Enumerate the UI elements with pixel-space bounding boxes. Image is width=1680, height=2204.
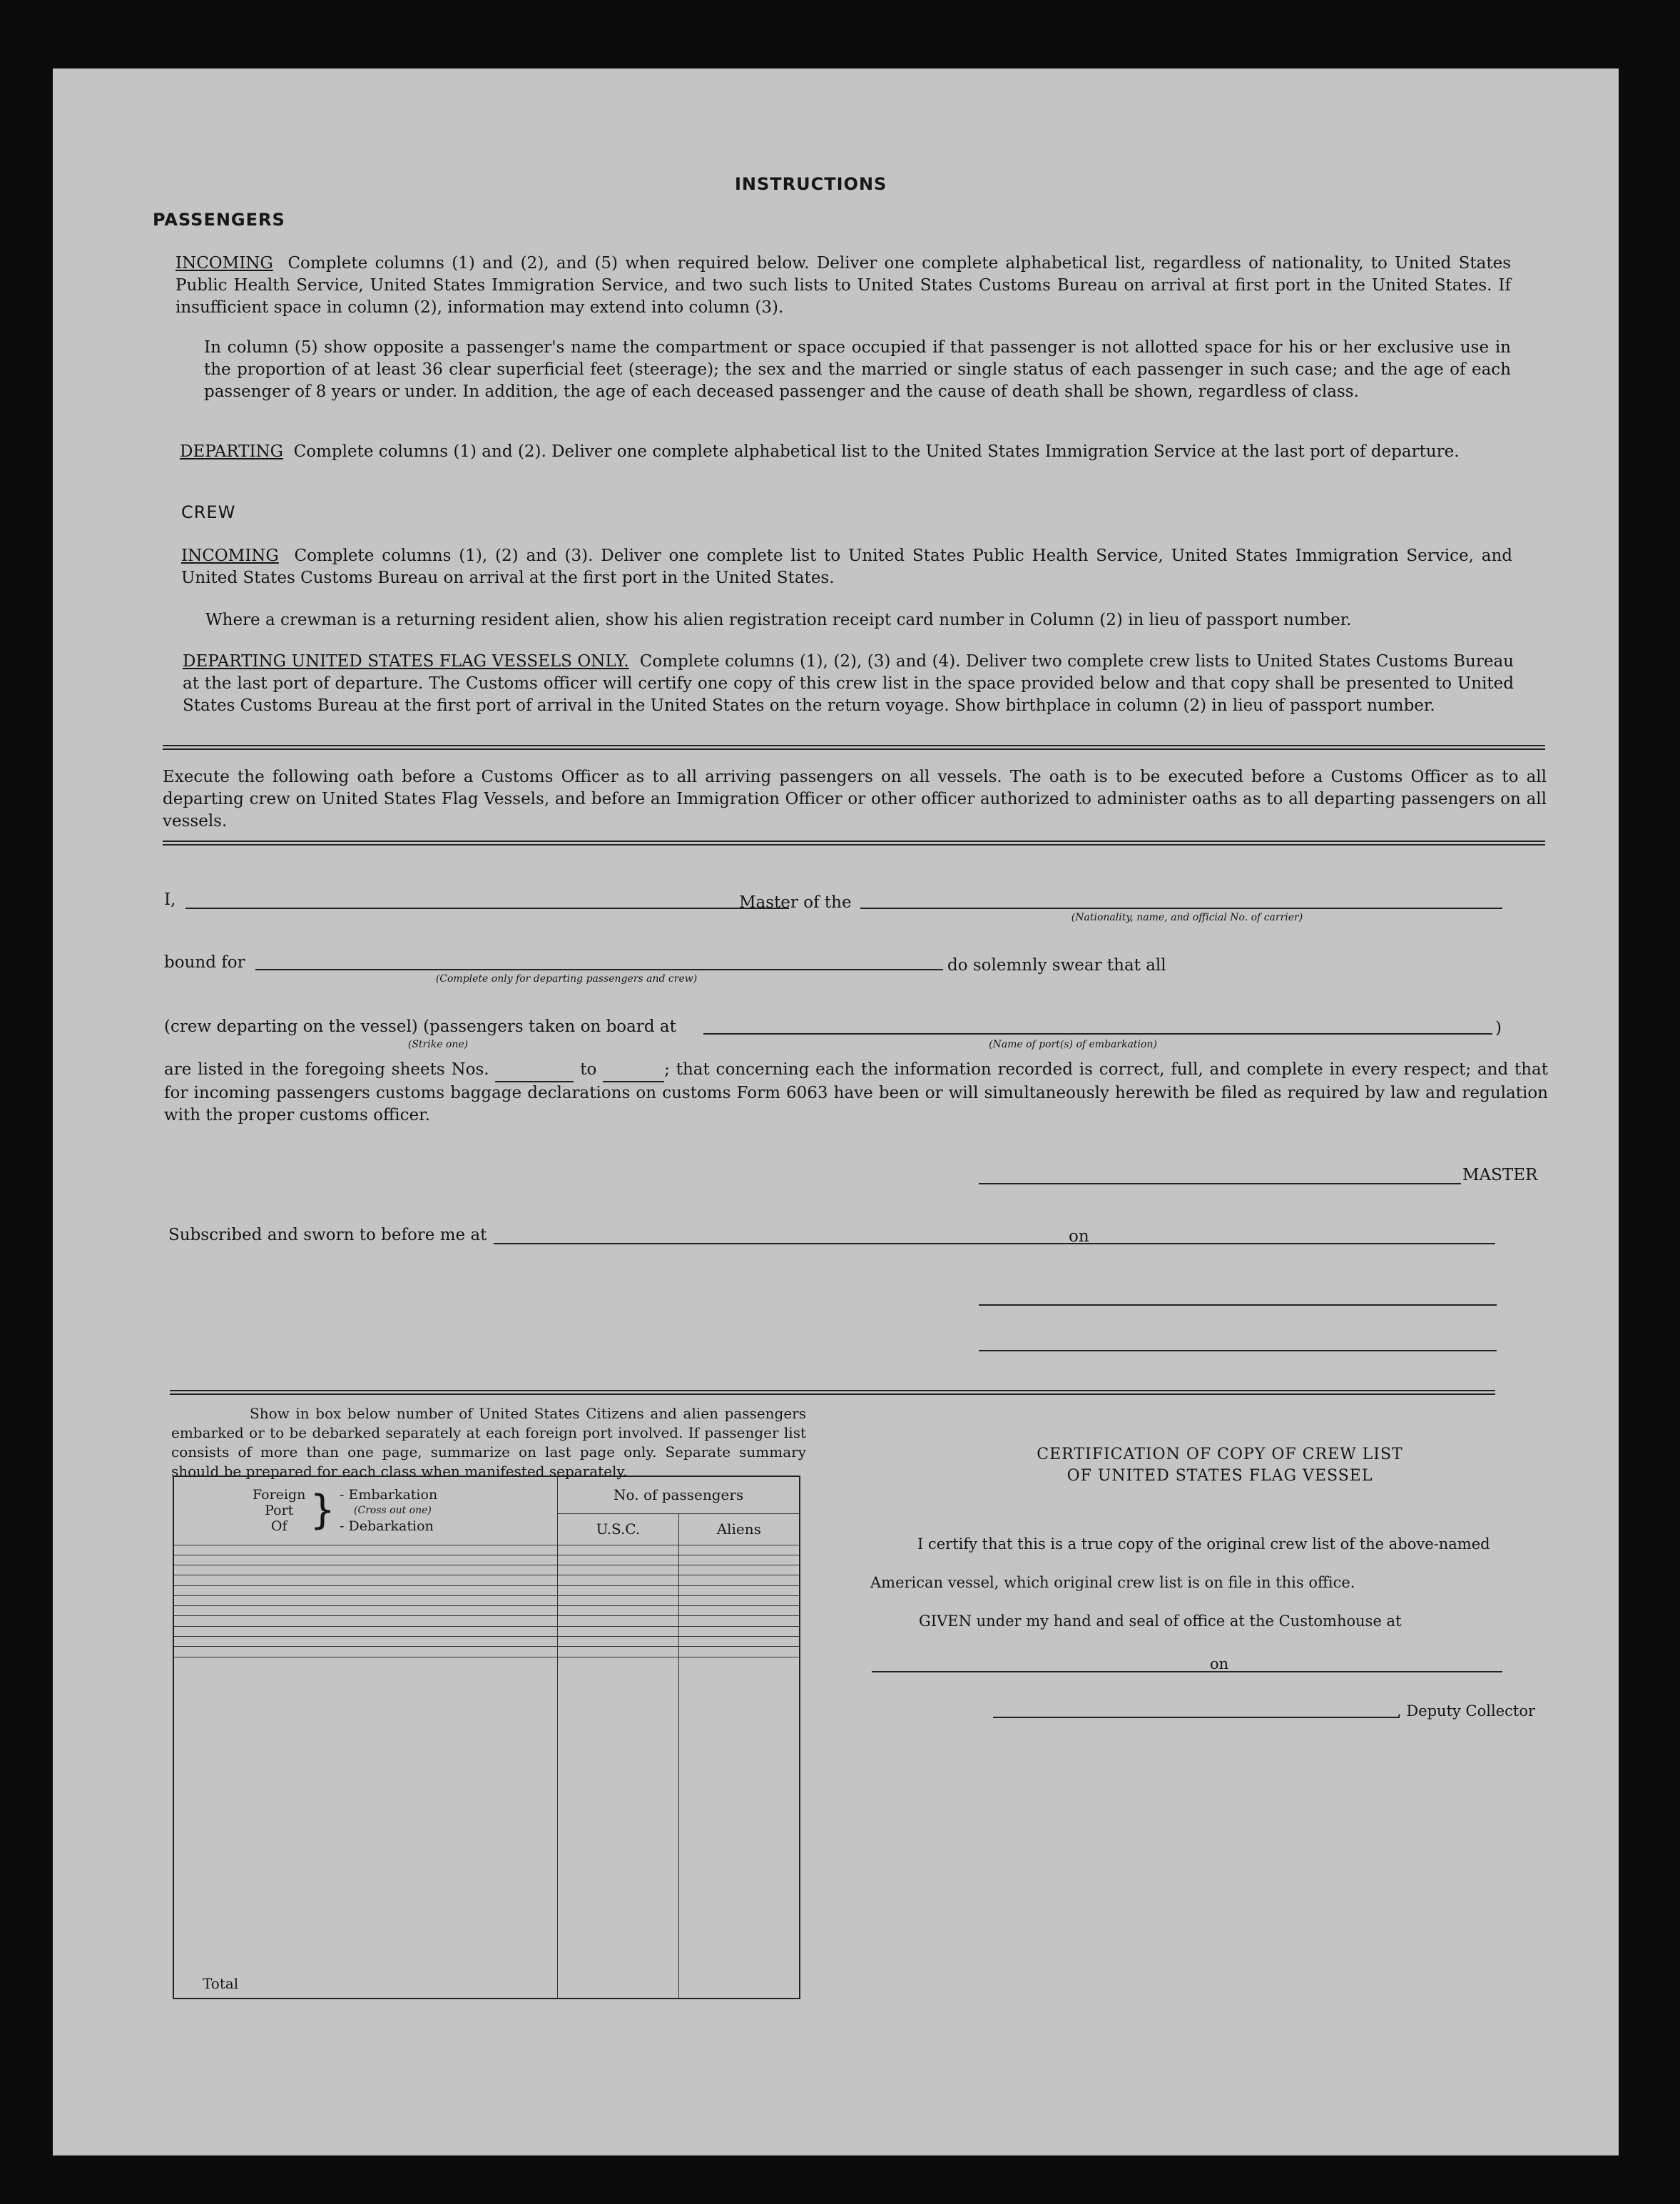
bound-for-label: bound for xyxy=(164,953,245,972)
tally-row xyxy=(173,1595,800,1605)
sworn-on-label: on xyxy=(1069,1227,1089,1246)
no-of-passengers-header: No. of passengers xyxy=(558,1476,800,1513)
tally-row xyxy=(173,1575,800,1585)
port-cell[interactable] xyxy=(173,1637,558,1647)
aliens-cell[interactable] xyxy=(678,1585,800,1595)
master-of-the-label: Master of the xyxy=(739,893,852,912)
tally-row xyxy=(173,1626,800,1636)
subscribed-label: Subscribed and sworn to before me at xyxy=(168,1226,487,1244)
sheet-from-field[interactable] xyxy=(495,1059,574,1082)
carrier-field[interactable] xyxy=(860,908,1502,909)
port-cell[interactable] xyxy=(173,1565,558,1575)
port-cell[interactable] xyxy=(173,1616,558,1626)
tally-row xyxy=(173,1565,800,1575)
aliens-cell[interactable] xyxy=(678,1647,800,1657)
master-signature-field[interactable] xyxy=(979,1183,1461,1184)
usc-header: U.S.C. xyxy=(558,1513,678,1545)
ports-caption: (Name of port(s) of embarkation) xyxy=(989,1039,1157,1050)
passengers-departing-text: Complete columns (1) and (2). Deliver one complete alphabetical list to the United States Immigration Service at the last port of departure. xyxy=(293,442,1460,461)
certification-date-field[interactable] xyxy=(1231,1671,1502,1672)
divider-3 xyxy=(170,1390,1495,1395)
summary-instructions: Show in box below number of United States Citizens and alien passengers embarked or to be debarked separately at each foreign port involved. If passenger list consists of more than one page, summarize on last page only. Separate summary should be prepared for each class when manifested separately. xyxy=(171,1405,806,1480)
crew-incoming-paragraph xyxy=(181,545,1512,589)
usc-cell[interactable] xyxy=(558,1555,678,1565)
crew-departing-text: Complete columns (1), (2), (3) and (4). Deliver two complete crew lists to United States Customs Bureau at the last port of departure. The Customs officer will certify one copy of this crew list in the space provided below and that copy shall be presented to United States Customs Bureau at the first port of arrival in the United States on the return voyage. Show birthplace in column (2) in lieu of passport number. xyxy=(183,652,1514,715)
divider-1 xyxy=(163,745,1545,750)
sheet-to-field[interactable] xyxy=(603,1059,664,1082)
aliens-cell[interactable] xyxy=(678,1637,800,1647)
port-cell[interactable] xyxy=(173,1606,558,1616)
passenger-tally-table xyxy=(173,1476,800,1999)
crew-departing-label: DEPARTING UNITED STATES FLAG VESSELS ONLY. xyxy=(183,652,629,671)
master-label: MASTER xyxy=(1462,1166,1538,1184)
embark-debark-options xyxy=(340,1487,437,1534)
passengers-incoming-paragraph xyxy=(175,253,1511,319)
ports-field[interactable] xyxy=(703,1033,1492,1035)
oath-i-label: I, xyxy=(164,890,176,909)
sheets-rest-text: ; that concerning each the information recorded is correct, full, and complete in every respect; and that for incoming passengers customs baggage declarations on customs Form 6063 have been or will simultaneously herewith be filed as required by law and regulation with the proper customs officer. xyxy=(164,1060,1549,1124)
aliens-total-cell[interactable] xyxy=(678,1657,800,1999)
divider-2 xyxy=(163,841,1545,845)
bound-caption: (Complete only for departing passengers and crew) xyxy=(435,973,698,985)
usc-cell[interactable] xyxy=(558,1616,678,1626)
sheets-to-label: to xyxy=(580,1060,597,1079)
aliens-cell[interactable] xyxy=(678,1575,800,1585)
form-sheet xyxy=(53,68,1619,2155)
usc-cell[interactable] xyxy=(558,1565,678,1575)
usc-cell[interactable] xyxy=(558,1585,678,1595)
crew-departing-label: (crew departing on the vessel) (passengers taken on board at xyxy=(164,1017,676,1036)
page-title: INSTRUCTIONS xyxy=(735,174,887,194)
crew-incoming-label: INCOMING xyxy=(181,547,279,565)
column5-paragraph: In column (5) show opposite a passenger's name the compartment or space occupied if that passenger is not allotted space for his or her exclusive use in the proportion of at least 36 clear superficial feet (steerage); the sex and the married or single status of each passenger in such case; and the age of each passenger of 8 years or under. In addition, the age of each deceased passenger and the cause of death shall be shown, regardless of class. xyxy=(204,338,1511,401)
carrier-caption: (Nationality, name, and official No. of carrier) xyxy=(1071,912,1303,923)
foreign-port-of xyxy=(253,1487,305,1534)
tally-row xyxy=(173,1647,800,1657)
aliens-cell[interactable] xyxy=(678,1616,800,1626)
sheets-label: are listed in the foregoing sheets Nos. xyxy=(164,1060,489,1079)
strike-caption: (Strike one) xyxy=(407,1039,469,1050)
usc-cell[interactable] xyxy=(558,1545,678,1555)
bound-for-field[interactable] xyxy=(255,969,943,970)
sworn-date-field[interactable] xyxy=(1107,1243,1495,1244)
sheets-paragraph xyxy=(164,1059,1548,1127)
crew-resident-paragraph: Where a crewman is a returning resident alien, show his alien registration receipt card number in Column (2) in lieu of passport number. xyxy=(205,611,1352,629)
passengers-departing-paragraph xyxy=(180,441,1511,463)
embarkation-option: - Embarkation xyxy=(340,1487,438,1503)
port-cell[interactable] xyxy=(173,1626,558,1636)
aliens-header: Aliens xyxy=(678,1513,800,1545)
tally-row xyxy=(173,1585,800,1595)
of-label: Of xyxy=(270,1518,287,1535)
close-paren: ) xyxy=(1495,1019,1502,1037)
aliens-cell[interactable] xyxy=(678,1595,800,1605)
port-cell[interactable] xyxy=(173,1595,558,1605)
usc-total-cell[interactable] xyxy=(558,1657,678,1999)
usc-cell[interactable] xyxy=(558,1606,678,1616)
port-label: Port xyxy=(265,1503,294,1519)
certification-title xyxy=(899,1444,1541,1487)
oath-instructions: Execute the following oath before a Customs Officer as to all arriving passengers on all vessels. The oath is to be executed before a Customs Officer as to all departing crew on United States Flag Vessels, and before an Immigration Officer or other officer authorized to administer oaths as to all departing passengers on all vessels. xyxy=(163,768,1547,831)
deputy-collector-label: , Deputy Collector xyxy=(1397,1702,1536,1720)
deputy-signature-field[interactable] xyxy=(993,1717,1400,1718)
port-cell[interactable] xyxy=(173,1545,558,1555)
officer-signature-field-1[interactable] xyxy=(979,1304,1497,1306)
customhouse-field[interactable] xyxy=(872,1671,1260,1672)
certification-on-label: on xyxy=(1210,1655,1229,1672)
sworn-place-field[interactable] xyxy=(494,1243,1116,1244)
officer-signature-field-2[interactable] xyxy=(979,1350,1497,1351)
tally-row xyxy=(173,1555,800,1565)
cross-out-note: (Cross out one) xyxy=(354,1505,432,1517)
aliens-cell[interactable] xyxy=(678,1626,800,1636)
given-line: GIVEN under my hand and seal of office at the Customhouse at xyxy=(919,1613,1402,1630)
passengers-heading: PASSENGERS xyxy=(153,210,285,230)
port-cell[interactable] xyxy=(173,1585,558,1595)
usc-cell[interactable] xyxy=(558,1575,678,1585)
crew-heading: CREW xyxy=(181,502,236,522)
foreign-label: Foreign xyxy=(253,1487,306,1503)
crew-incoming-text: Complete columns (1), (2) and (3). Deliver one complete list to United States Public Health Service, United States Immigration Service, and United States Customs Bureau on arrival at the first port in the United States. xyxy=(181,547,1512,587)
certify-line2: American vessel, which original crew list is on file in this office. xyxy=(870,1574,1355,1591)
certification-title-line1: CERTIFICATION OF COPY OF CREW LIST xyxy=(1037,1446,1403,1463)
usc-cell[interactable] xyxy=(558,1595,678,1605)
certification-title-line2: OF UNITED STATES FLAG VESSEL xyxy=(1066,1467,1373,1485)
port-cell[interactable] xyxy=(173,1555,558,1565)
aliens-cell[interactable] xyxy=(678,1555,800,1565)
aliens-cell[interactable] xyxy=(678,1565,800,1575)
brace-glyph: } xyxy=(310,1487,336,1534)
total-label: Total xyxy=(173,1657,558,1999)
master-name-field[interactable] xyxy=(185,908,789,909)
port-header-cell xyxy=(173,1476,558,1545)
crew-departing-paragraph xyxy=(183,651,1514,717)
usc-cell[interactable] xyxy=(558,1626,678,1636)
swear-label: do solemnly swear that all xyxy=(947,956,1166,975)
aliens-cell[interactable] xyxy=(678,1606,800,1616)
debarkation-option: - Debarkation xyxy=(340,1518,434,1535)
passengers-departing-label: DEPARTING xyxy=(180,442,284,461)
tally-row xyxy=(173,1545,800,1555)
usc-cell[interactable] xyxy=(558,1637,678,1647)
aliens-cell[interactable] xyxy=(678,1545,800,1555)
tally-row xyxy=(173,1637,800,1647)
certify-line1: I certify that this is a true copy of the original crew list of the above-named xyxy=(917,1535,1490,1553)
passengers-incoming-text: Complete columns (1) and (2), and (5) when required below. Deliver one complete alphabetical list, regardless of nationality, to United States Public Health Service, United States Immigration Service, and two such lists to United States Customs Bureau on arrival at first port in the United States. If insufficient space in column (2), information may extend into column (3). xyxy=(175,254,1511,317)
tally-total-row xyxy=(173,1657,800,1999)
port-cell[interactable] xyxy=(173,1647,558,1657)
tally-row xyxy=(173,1616,800,1626)
passengers-incoming-label: INCOMING xyxy=(175,254,273,273)
usc-cell[interactable] xyxy=(558,1647,678,1657)
tally-row xyxy=(173,1606,800,1616)
port-cell[interactable] xyxy=(173,1575,558,1585)
